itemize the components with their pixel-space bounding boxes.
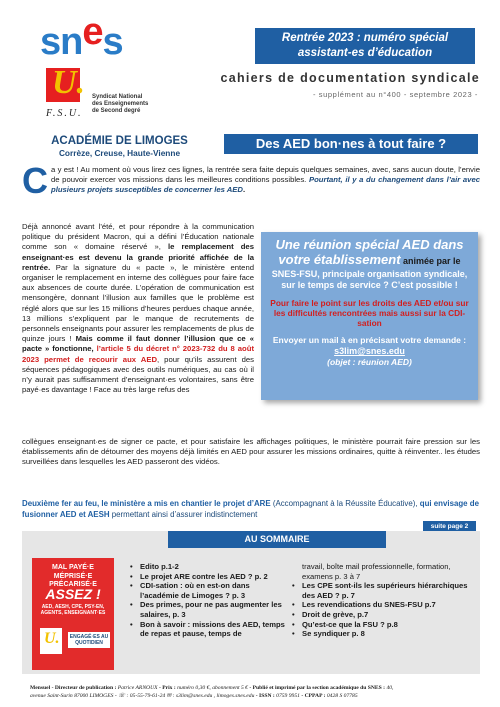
campaign-poster: MAL PAYÉ·E MÉPRISÉ·E PRÉCARISÉ·E ASSEZ ! AED, AESH, CPE, PSY-EN, AGENTS, ENSEIGNANT·ES U. ENGAGÉ·ES AU QUOTIDIEN [32, 558, 114, 670]
poster-fsu-logo: U. [40, 628, 62, 654]
toc-item: • Se syndiquer p. 8 [292, 629, 472, 639]
table-of-contents [22, 531, 480, 674]
toc-item: • Les revendications du SNES-FSU p.7 [292, 600, 472, 610]
toc-item: • Droit de grève, p.7 [292, 610, 472, 620]
toc-item: travail, boîte mail professionnelle, formation, examens p. 3 à 7 [302, 562, 451, 581]
toc-item: • Bon à savoir : missions des AED, temps de repas et pause, temps de [130, 620, 288, 639]
toc-list-right [292, 562, 472, 639]
supplement-line: - supplément au n°400 - septembre 2023 - [313, 90, 478, 99]
toc-item: • Edito p.1-2 [130, 562, 288, 572]
article-column: Déjà annoncé avant l’été, et pour répondre à la communication politique du président Macron, qui a défini l’Éducation nationale comme son « domaine réservé », le remplacement des enseignant·es est devenu la grande priorité affichée de la rentrée. Par la signature du « pacte », le ministère entend organiser le remplacement en interne des collègues pour faire face aux absences de courte durée. L’opération de communication est mensongère, donnant l’illusion aux familles que le problème est réglé alors que sur les 15 millions d’heures perdues chaque année, 13 millions s’expliquent par le manque de recrutements de personnels enseignants pour assurer les remplacements de plus de quinze jours ! Mais comme il faut donner l’illusion que ce « pacte » fonctionne, l’article 5 du décret n° 2023-732 du 8 août 2023 permet de recourir aux AED, pour qu’ils assurent des séquences pédagogiques avec des outils numériques, au cas où il n’y aurait pas suffisamment d’enseignant·es volontaires, sans être payé·es davantage ! Face au très large refus des [22, 222, 255, 395]
academie-name: ACADÉMIE DE LIMOGES [51, 135, 188, 147]
second-topic-paragraph: Deuxième fer au feu, le ministère a mis en chantier le projet d’ARE (Accompagnant à la Réussite Éducative), qui envisage de fusionner AED et AESH permettant ainsi d’assurer indistinctement [22, 499, 479, 519]
issue-banner: Rentrée 2023 : numéro spécial assistant-es d’éducation [255, 28, 475, 64]
toc-item: • CDI-sation : où en est-on dans l’académie de Limoges ? p. 3 [130, 581, 288, 600]
intro-paragraph: Ca y est ! Au moment où vous lirez ces lignes, la rentrée sera faite depuis quelques semaines, avec, sans aucun doute, l’envie de pouvoir exercer vos missions dans les meilleures conditions possibles. Pourtant, il y a du changement dans l’air avec plusieurs projets susceptibles de concerner les AED. [22, 160, 480, 201]
logo-wordmark: snes [40, 11, 123, 63]
logo-subtitle: Syndicat National des Enseignements de Second degré [92, 94, 149, 114]
publication-title: cahiers de documentation syndicale [220, 71, 480, 85]
academie-block [22, 135, 217, 158]
page-title: Des AED bon·nes à tout faire ? [224, 134, 478, 154]
toc-item: • Les CPE sont-ils les supérieurs hiérarchiques des AED ? p. 7 [292, 581, 472, 600]
meeting-info-box: Une réunion spécial AED dans votre établissement animée par le SNES-FSU, principale organisation syndicale, sur le temps de service ? C’est possible ! Pour faire le point sur les droits des AED et/ou sur les difficultés rencontrées mais aussi sur la CDI-sation Envoyer un mail à en précisant votre demande : s3lim@snes.edu (objet : réunion AED) [261, 232, 478, 400]
toc-item: • Le projet ARE contre les AED ? p. 2 [130, 572, 288, 582]
continued-badge: suite page 2 [423, 521, 476, 533]
logo-fsu: F.S.U. [46, 108, 83, 119]
toc-item: • Des primes, pour ne pas augmenter les salaires, p. 3 [130, 600, 288, 619]
email-link[interactable]: s3lim@snes.edu [334, 346, 405, 356]
toc-item: • Qu’est-ce que la FSU ? p.8 [292, 620, 472, 630]
drop-cap: C [22, 160, 48, 201]
logo-u-mark: U. [52, 64, 86, 101]
toc-list-left [130, 562, 288, 639]
toc-title: AU SOMMAIRE [168, 531, 386, 548]
publication-footer: Mensuel - Directeur de publication : Patrice ARNOUX - Prix : numéro 0,30 €, abonnement 5 € - Publié et imprimé par la section académique du SNES : 40, avenue Saint-Surin 87000 LIMOGES - ☏ : 05-55-79-61-24 ✉ : s3lim@snes.edu , limoges.snes.edu - ISSN : 0759 9951 - CPPAP : 0428 S 07785 [30, 685, 394, 699]
article-continuation: collègues enseignant·es de signer ce pacte, et pour satisfaire les affichages politiques, le ministère pourrait faire pression sur les établissements afin de détourner des moyens déjà limités en AED pour assurer les missions ordinaires, quitte à réinventer.. les études surveillées dans lesquelles les AED passeront des vidéos. [22, 437, 480, 467]
academie-regions: Corrèze, Creuse, Haute-Vienne [58, 148, 181, 158]
snes-fsu-logo [40, 11, 190, 122]
